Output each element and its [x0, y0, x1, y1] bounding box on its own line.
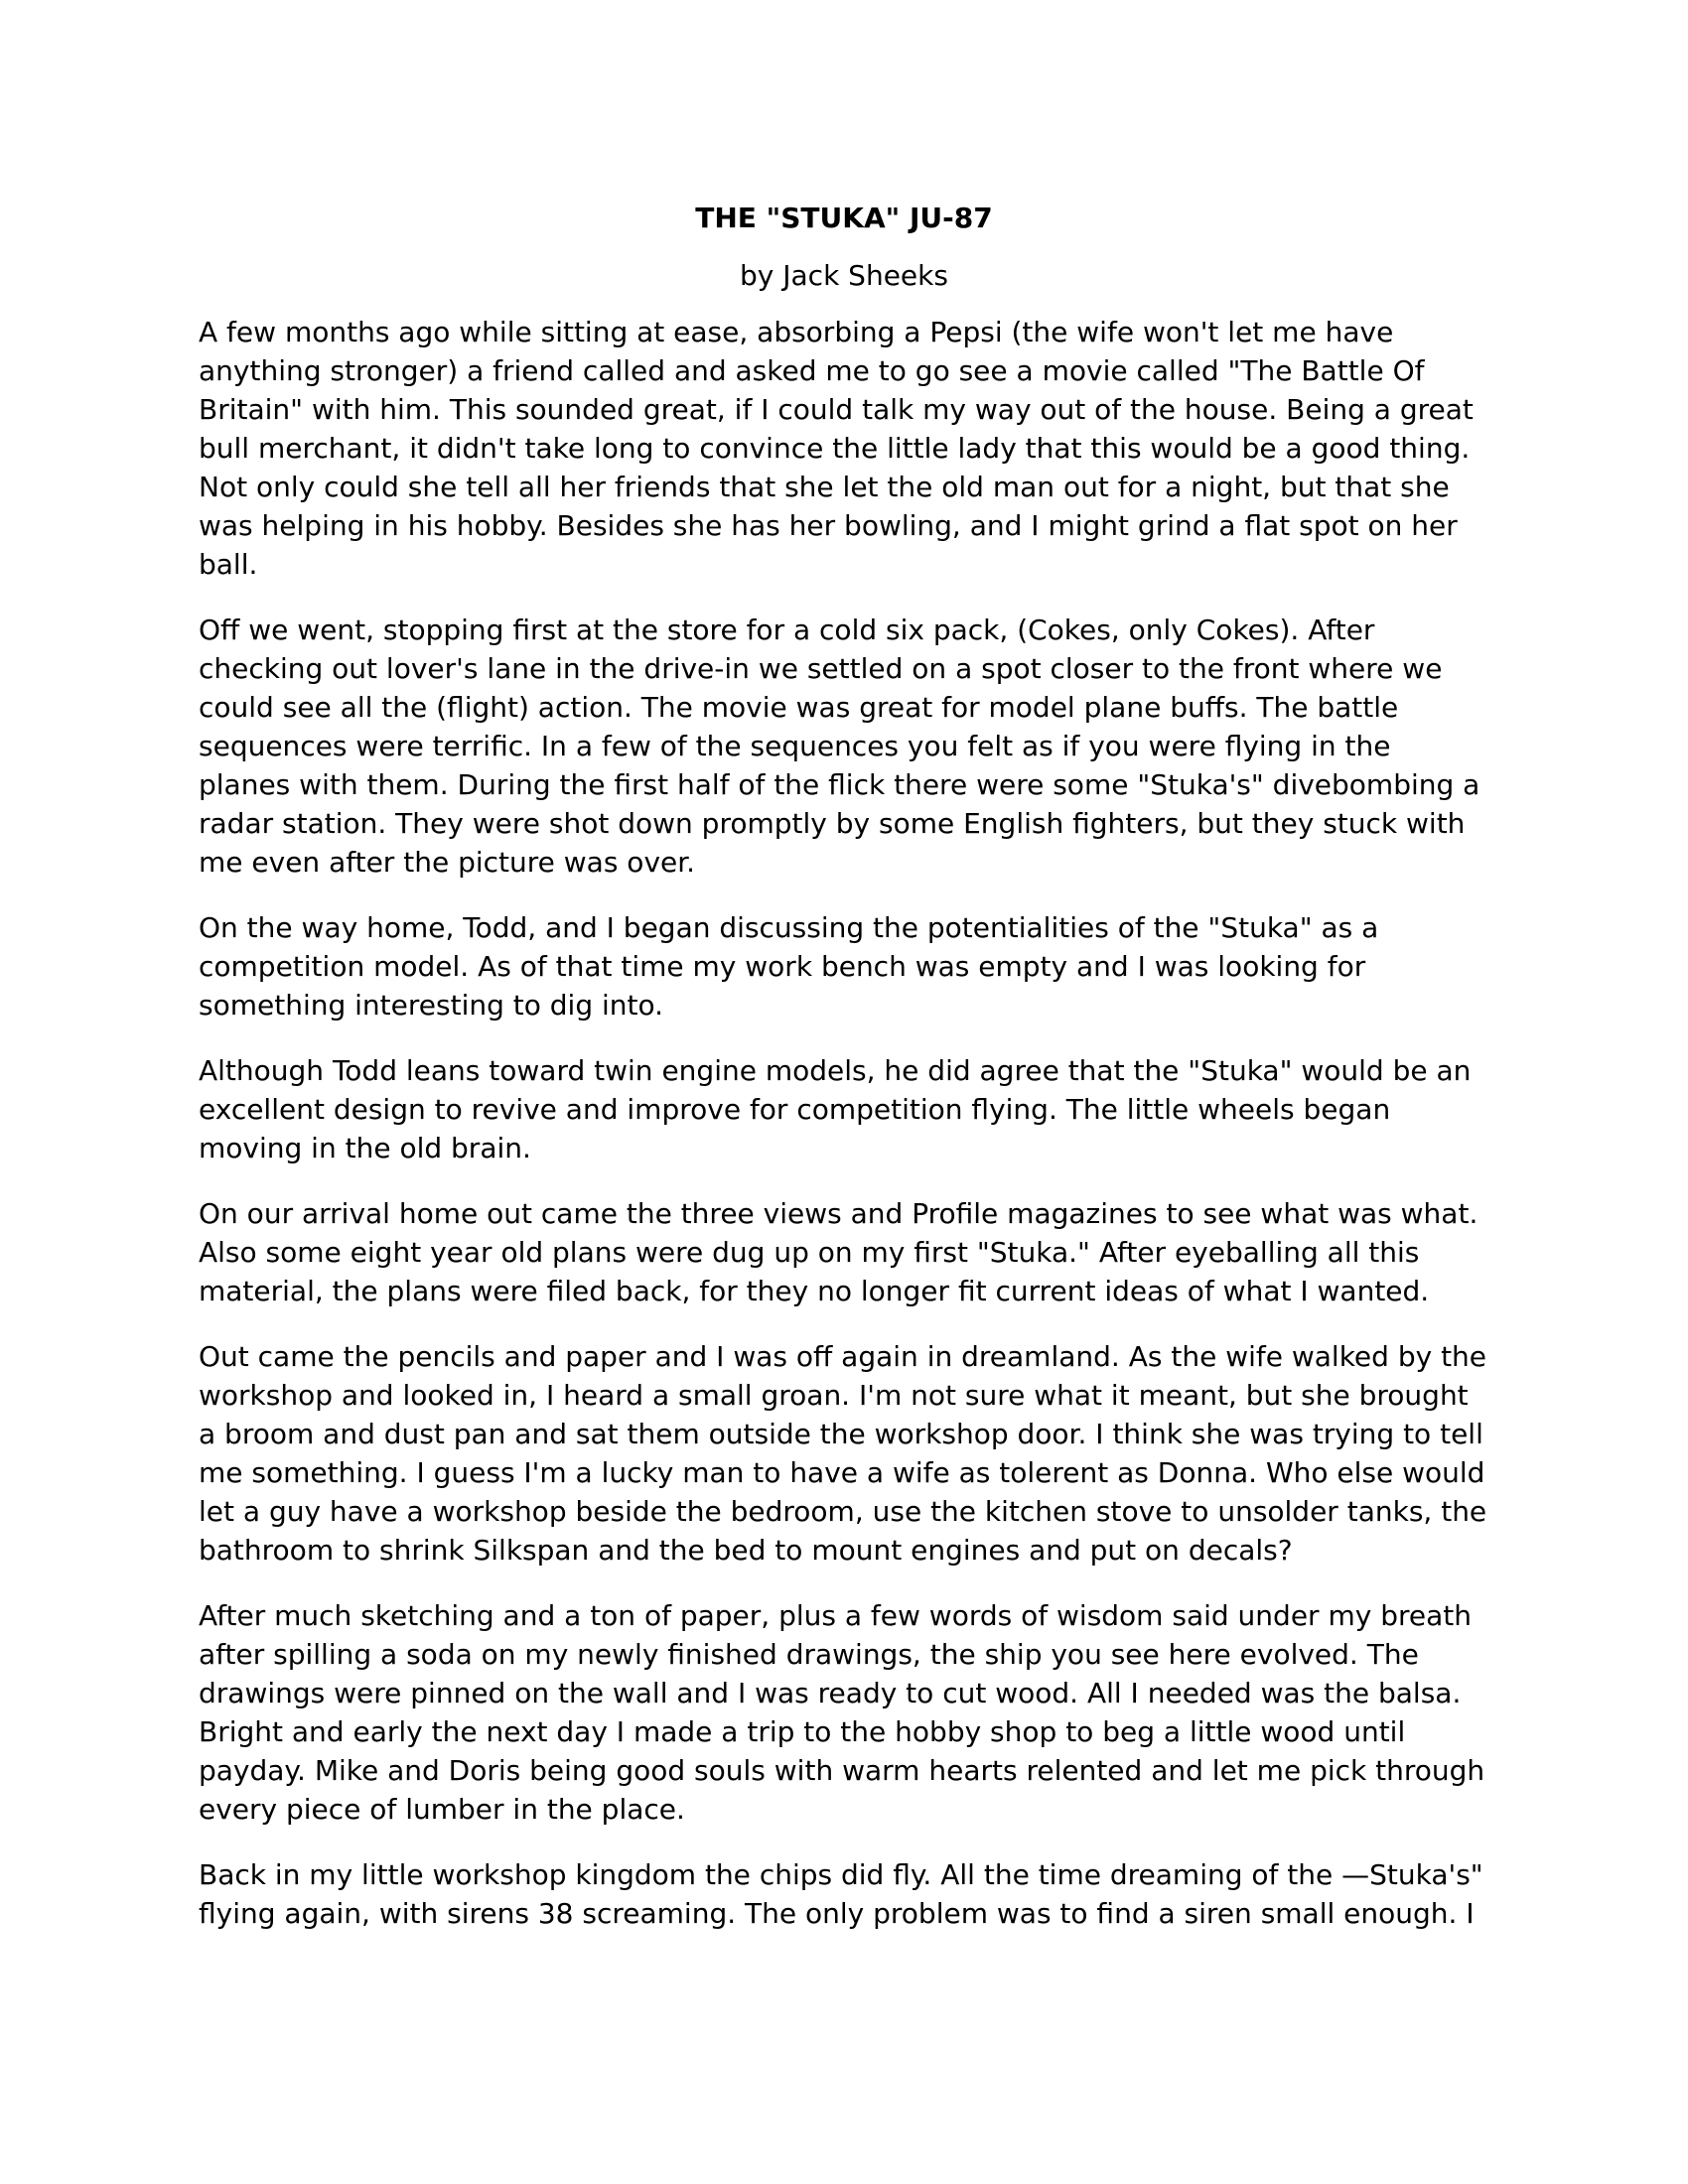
body-paragraph-4: Although Todd leans toward twin engine models, he did agree that the "Stuka" would be an excellent design to revive and improve for competition flying. The little wheels began moving in the old brain.	[199, 1054, 1472, 1164]
body-paragraph-7: After much sketching and a ton of paper, plus a few words of wisdom said under my breath after spilling a soda on my newly finished drawings, the ship you see here evolved. The drawings were pinned on the wall and I was ready to cut wood. All I needed was the balsa. Bright and early the next day I made a trip to the hobby shop to beg a little wood until payday. Mike and Doris being good souls with warm hearts relented and let me pick through every piece of lumber in the place.	[199, 1599, 1485, 1826]
body-paragraph-6: Out came the pencils and paper and I was off again in dreamland. As the wife walked by the workshop and looked in, I heard a small groan. I'm not sure what it meant, but she brought a broom and dust pan and sat them outside the workshop door. I think she was trying to tell me something. I guess I'm a lucky man to have a wife as tolerent as Donna. Who else would let a guy have a workshop beside the bedroom, use the kitchen stove to unsolder tanks, the bathroom to shrink Silkspan and the bed to mount engines and put on decals?	[199, 1340, 1487, 1567]
document-page	[199, 199, 1489, 1933]
article-title: THE "STUKA" JU-87	[695, 202, 993, 234]
body-paragraph-2: Off we went, stopping first at the store for a cold six pack, (Cokes, only Cokes). After checking out lover's lane in the drive-in we settled on a spot closer to the front where we could see all the (flight) action. The movie was great for model plane buffs. The battle sequences were terrific. In a few of the sequences you felt as if you were flying in the planes with them. During the first half of the flick there were some "Stuka's" divebombing a radar station. They were shot down promptly by some English fighters, but they stuck with me even after the picture was over.	[199, 614, 1480, 879]
body-paragraph-3: On the way home, Todd, and I began discussing the potentialities of the "Stuka" as a competition model. As of that time my work bench was empty and I was looking for something interesting to dig into.	[199, 911, 1379, 1022]
body-paragraph-1: A few months ago while sitting at ease, absorbing a Pepsi (the wife won't let me have anything stronger) a friend called and asked me to go see a movie called "The Battle Of Britain" with him. This sounded great, if I could talk my way out of the house. Being a great bull merchant, it didn't take long to convince the little lady that this would be a good thing. Not only could she tell all her friends that she let the old man out for a night, but that she was helping in his hobby. Besides she has her bowling, and I might grind a flat spot on her ball.	[199, 316, 1474, 581]
article-byline: by Jack Sheeks	[740, 259, 948, 292]
body-paragraph-8: Back in my little workshop kingdom the chips did fly. All the time dreaming of the —Stuka's" flying again, with sirens 38 screaming. The only problem was to find a siren small enough. I	[199, 1858, 1483, 1930]
body-paragraph-5: On our arrival home out came the three views and Profile magazines to see what was what. Also some eight year old plans were dug up on my first "Stuka." After eyeballing all this material, the plans were filed back, for they no longer fit current ideas of what I wanted.	[199, 1197, 1478, 1307]
